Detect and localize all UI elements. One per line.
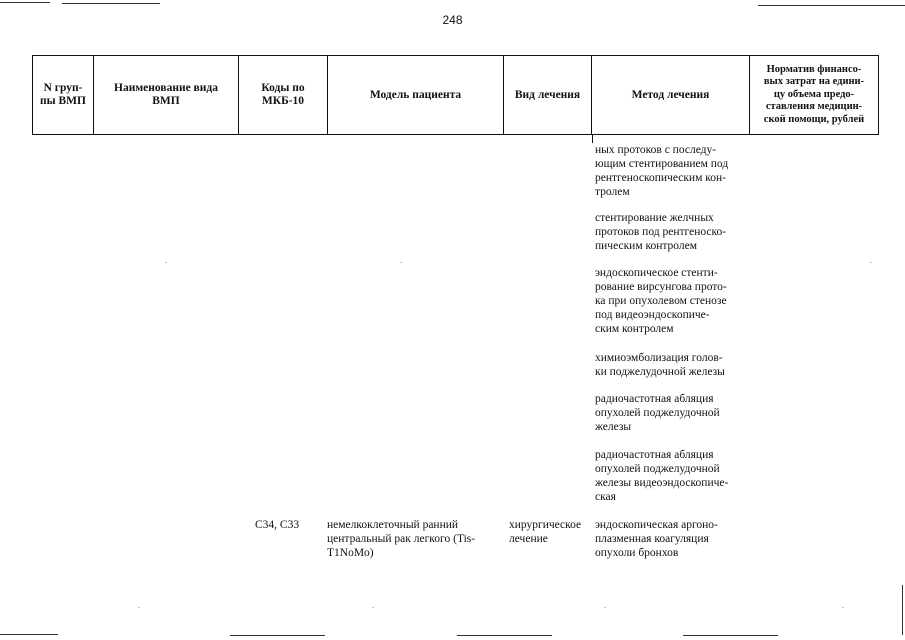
method-item: стентирование желчных протоков под рентгеноско- пическим контролем [595, 212, 727, 252]
table-header [32, 55, 879, 135]
header-icd-codes: Коды по МКБ-10 [239, 56, 328, 135]
header-financial-norm: Норматив финансо- вых затрат на едини- цу объема предо- ставления медицин- ской помощи, рублей [750, 56, 879, 135]
header-treatment-type: Вид лечения [504, 56, 592, 135]
header-group-number: N груп- пы ВМП [33, 56, 94, 135]
top-scan-line-left-2 [62, 3, 160, 4]
scan-speck: . [842, 601, 844, 610]
scan-speck: . [372, 601, 374, 610]
method-item: ных протоков с последу- ющим стентированием под рентгеноскопическим кон- тролем [595, 144, 729, 198]
method-item: радиочастотная абляция опухолей поджелудочной железы видеоэндоскопиче- ская [595, 449, 729, 503]
scan-speck: . [138, 601, 140, 610]
bottom-scan-line [0, 634, 58, 635]
scan-speck: . [165, 256, 167, 265]
method-item: радиочастотная абляция опухолей поджелудочной железы [595, 393, 720, 433]
header-treatment-method: Метод лечения [592, 56, 750, 135]
bottom-scan-line [457, 635, 552, 636]
scan-speck: . [604, 601, 606, 610]
method-item: эндоскопическое стенти- рование вирсунгова прото- ка при опухолевом стенозе под видеоэндоскопиче- ским контролем [595, 267, 727, 335]
row-icd-codes: C34, C33 [255, 519, 300, 531]
row-treatment-method: эндоскопическая аргоно- плазменная коагуляция опухоли бронхов [595, 519, 718, 559]
page-number: 248 [442, 13, 463, 27]
header-patient-model: Модель пациента [328, 56, 504, 135]
row-patient-model: немелкоклеточный ранний центральный рак легкого (Tis- T1NoMo) [327, 519, 476, 559]
scan-speck: . [400, 256, 402, 265]
top-scan-line-left [0, 2, 50, 3]
top-scan-line-right [758, 5, 905, 6]
method-column-divider [592, 135, 593, 143]
row-treatment-type: хирургическое лечение [509, 519, 582, 545]
header-vmp-name: Наименование вида ВМП [94, 56, 239, 135]
bottom-scan-line [230, 635, 325, 636]
method-item: химиоэмболизация голов- ки поджелудочной железы [595, 352, 725, 378]
bottom-scan-line [683, 635, 778, 636]
scan-speck: . [870, 256, 872, 265]
right-scan-edge [902, 585, 903, 635]
